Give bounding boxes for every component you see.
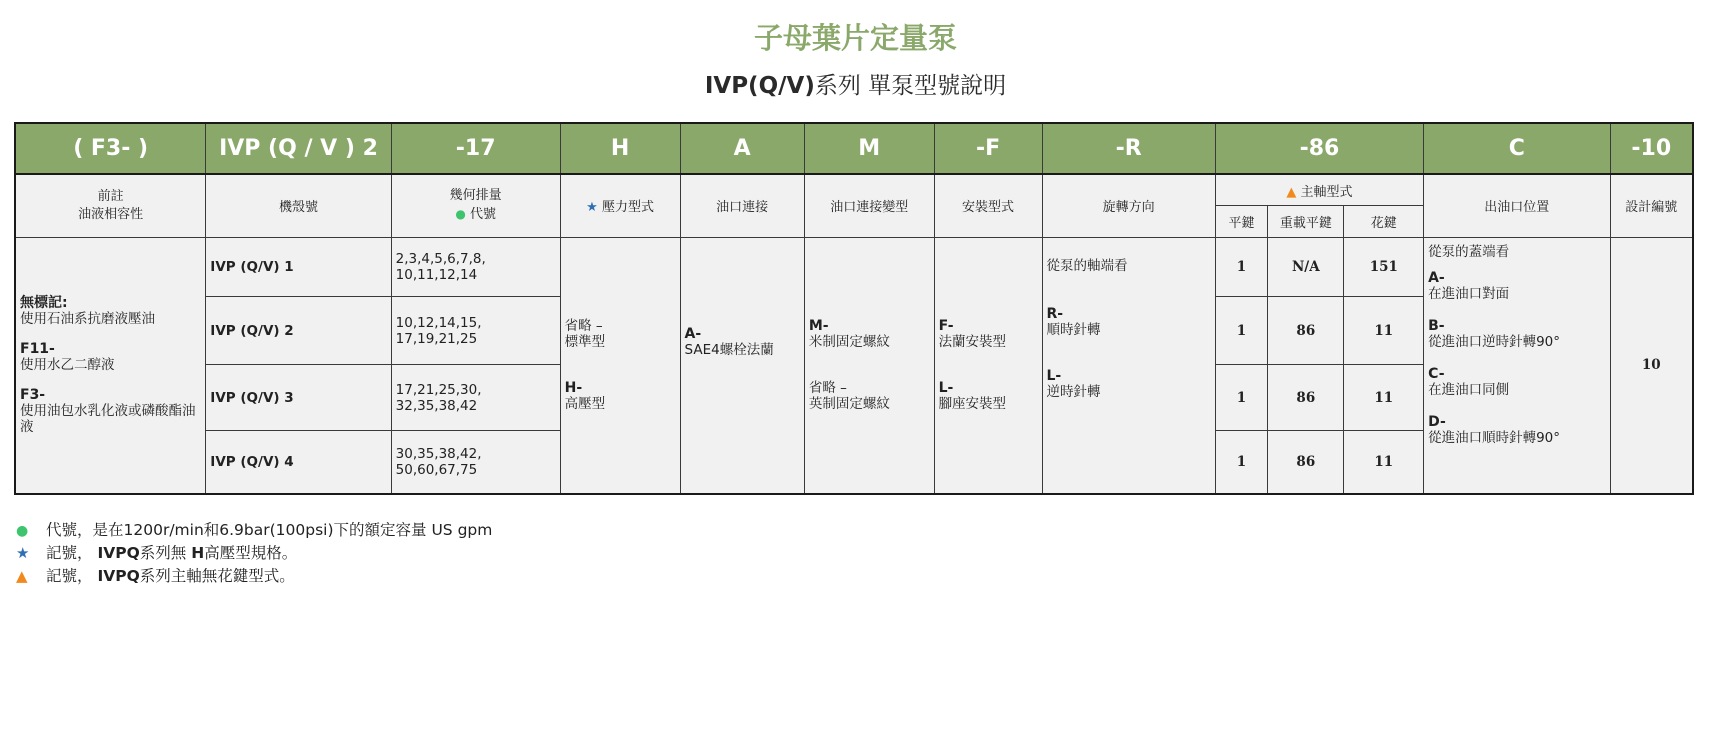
shaft-key-cell: 1 bbox=[1215, 364, 1267, 430]
green-dot-icon: ● bbox=[455, 207, 466, 222]
prefix-desc-none: 使用石油系抗磨液壓油 bbox=[20, 311, 155, 328]
footnote-text: 系列主軸無花鍵型式。 bbox=[139, 567, 295, 585]
footnote-star bbox=[16, 542, 492, 565]
pressure-desc-h: 高壓型 bbox=[564, 396, 606, 413]
code-prefix: ( F3- ) bbox=[15, 123, 206, 174]
outlet-code-a: A- bbox=[1428, 269, 1445, 286]
model-cell: IVP (Q/V) 3 bbox=[206, 364, 391, 430]
footnote-bold-series: IVPQ bbox=[97, 544, 140, 562]
outlet-code-d: D- bbox=[1428, 413, 1446, 430]
page-subtitle bbox=[0, 68, 1711, 104]
prefix-desc-f3: 使用油包水乳化液或磷酸酯油液 bbox=[20, 403, 196, 436]
port-variant-code-m: M- bbox=[808, 318, 829, 335]
header-port: 油口連接 bbox=[680, 174, 804, 237]
mount-options bbox=[934, 237, 1042, 494]
shaft-spline-cell: 11 bbox=[1344, 364, 1424, 430]
header-displacement bbox=[391, 174, 560, 237]
displacement-cell bbox=[391, 297, 560, 364]
header-shaft bbox=[1215, 174, 1423, 206]
displacement-line1: 30,35,38,42, bbox=[395, 446, 482, 463]
pressure-code-std: 省略 – bbox=[564, 318, 603, 335]
rotation-code-r: R- bbox=[1046, 305, 1064, 322]
shaft-spline-cell: 151 bbox=[1344, 237, 1424, 297]
prefix-code-none: 無標記: bbox=[20, 295, 68, 312]
pressure-code-h: H- bbox=[564, 380, 583, 397]
rotation-code-l: L- bbox=[1046, 367, 1062, 384]
header-port-variant: 油口連接變型 bbox=[804, 174, 934, 237]
header-disp-line2: 代號 bbox=[469, 207, 496, 223]
outlet-code-b: B- bbox=[1428, 317, 1445, 334]
displacement-cell bbox=[391, 237, 560, 297]
blue-star-icon: ★ bbox=[16, 544, 30, 562]
header-outlet: 出油口位置 bbox=[1424, 174, 1610, 237]
header-rotation: 旋轉方向 bbox=[1042, 174, 1215, 237]
shaft-heavy-key-cell: 86 bbox=[1268, 297, 1344, 364]
port-variant-code-omit: 省略 – bbox=[808, 380, 847, 397]
shaft-spline-cell: 11 bbox=[1344, 431, 1424, 494]
displacement-line2: 32,35,38,42 bbox=[395, 397, 478, 414]
mount-desc-f: 法蘭安裝型 bbox=[938, 334, 1007, 351]
outlet-desc-d: 從進油口順時針轉90° bbox=[1428, 429, 1561, 446]
code-port-variant: M bbox=[804, 123, 934, 174]
outlet-desc-c: 在進油口同側 bbox=[1428, 381, 1510, 398]
outlet-intro: 從泵的蓋端看 bbox=[1428, 243, 1510, 260]
code-rotation: -R bbox=[1042, 123, 1215, 174]
header-prefix-line1: 前註 bbox=[97, 188, 124, 204]
header-frame: 機殼號 bbox=[206, 174, 391, 237]
footnotes bbox=[16, 519, 492, 588]
orange-triangle-icon: ▲ bbox=[1286, 184, 1297, 200]
code-port: A bbox=[680, 123, 804, 174]
footnote-bold-series: IVPQ bbox=[97, 567, 140, 585]
mount-code-f: F- bbox=[938, 318, 954, 335]
blue-star-icon: ★ bbox=[586, 200, 598, 216]
outlet-desc-b: 從進油口逆時針轉90° bbox=[1428, 333, 1561, 350]
port-variant-desc-omit: 英制固定螺紋 bbox=[808, 396, 890, 413]
footnote-text: 記號， bbox=[46, 567, 93, 585]
displacement-line1: 2,3,4,5,6,7,8, bbox=[395, 250, 486, 267]
code-design: -10 bbox=[1610, 123, 1693, 174]
outlet-desc-a: 在進油口對面 bbox=[1428, 285, 1510, 302]
code-row bbox=[15, 123, 1693, 174]
shaft-heavy-key-cell: 86 bbox=[1268, 431, 1344, 494]
header-prefix bbox=[15, 174, 206, 237]
shaft-key-cell: 1 bbox=[1215, 237, 1267, 297]
header-prefix-line2: 油液相容性 bbox=[78, 206, 144, 222]
header-mount: 安裝型式 bbox=[934, 174, 1042, 237]
shaft-key-cell: 1 bbox=[1215, 431, 1267, 494]
prefix-code-f3: F3- bbox=[20, 387, 46, 404]
port-variant-options bbox=[804, 237, 934, 494]
orange-triangle-icon: ▲ bbox=[16, 567, 28, 585]
shaft-key-cell: 1 bbox=[1215, 297, 1267, 364]
header-design: 設計編號 bbox=[1610, 174, 1693, 237]
code-frame: IVP (Q / V ) 2 bbox=[206, 123, 391, 174]
mount-code-l: L- bbox=[938, 380, 954, 397]
footnote-text: 代號，是在1200r/min和6.9bar(100psi)下的額定容量 US gpm bbox=[46, 521, 493, 539]
header-pressure-label: 壓力型式 bbox=[601, 200, 654, 216]
prefix-options bbox=[15, 237, 206, 494]
prefix-code-f11: F11- bbox=[20, 341, 55, 358]
header-pressure bbox=[560, 174, 680, 237]
shaft-heavy-key-cell: 86 bbox=[1268, 364, 1344, 430]
code-mount: -F bbox=[934, 123, 1042, 174]
footnote-triangle bbox=[16, 565, 492, 588]
pressure-desc-std: 標準型 bbox=[564, 334, 606, 351]
pressure-options bbox=[560, 237, 680, 494]
shaft-spline-cell: 11 bbox=[1344, 297, 1424, 364]
footnote-text: 系列無 bbox=[139, 544, 187, 562]
header-shaft-label: 主軸型式 bbox=[1300, 184, 1353, 200]
model-code-table bbox=[14, 122, 1694, 495]
rotation-intro: 從泵的軸端看 bbox=[1046, 257, 1128, 274]
subtitle-series: IVP(Q/V) bbox=[704, 73, 815, 99]
displacement-line1: 10,12,14,15, bbox=[395, 314, 482, 331]
model-cell: IVP (Q/V) 2 bbox=[206, 297, 391, 364]
displacement-cell bbox=[391, 364, 560, 430]
displacement-line2: 17,19,21,25 bbox=[395, 330, 478, 347]
port-options bbox=[680, 237, 804, 494]
outlet-code-c: C- bbox=[1428, 365, 1445, 382]
model-cell: IVP (Q/V) 4 bbox=[206, 431, 391, 494]
port-variant-desc-m: 米制固定螺紋 bbox=[808, 334, 890, 351]
subtitle-text: 系列 單泵型號說明 bbox=[814, 73, 1007, 99]
footnote-text: 高壓型規格。 bbox=[204, 544, 298, 562]
code-outlet: C bbox=[1424, 123, 1610, 174]
port-desc: SAE4螺栓法蘭 bbox=[684, 342, 774, 359]
displacement-line2: 10,11,12,14 bbox=[395, 266, 478, 283]
displacement-line1: 17,21,25,30, bbox=[395, 381, 482, 398]
design-number-cell: 10 bbox=[1610, 237, 1693, 494]
displacement-line2: 50,60,67,75 bbox=[395, 462, 478, 479]
header-shaft-heavy-key: 重載平鍵 bbox=[1268, 206, 1344, 237]
header-disp-line1: 幾何排量 bbox=[449, 188, 502, 204]
outlet-options bbox=[1424, 237, 1610, 494]
rotation-desc-r: 順時針轉 bbox=[1046, 321, 1101, 338]
page-title: 子母葉片定量泵 bbox=[753, 21, 957, 55]
code-displacement: -17 bbox=[391, 123, 560, 174]
displacement-cell bbox=[391, 431, 560, 494]
prefix-desc-f11: 使用水乙二醇液 bbox=[20, 357, 115, 374]
shaft-heavy-key-cell: N/A bbox=[1268, 237, 1344, 297]
footnote-text: 記號， bbox=[46, 544, 93, 562]
footnote-dot bbox=[16, 519, 492, 542]
port-code: A- bbox=[684, 326, 702, 343]
rotation-options bbox=[1042, 237, 1215, 494]
rotation-desc-l: 逆時針轉 bbox=[1046, 383, 1101, 400]
code-pressure: H bbox=[560, 123, 680, 174]
header-shaft-key: 平鍵 bbox=[1215, 206, 1267, 237]
code-shaft: -86 bbox=[1215, 123, 1423, 174]
green-dot-icon: ● bbox=[16, 523, 29, 539]
header-row bbox=[15, 174, 1693, 206]
mount-desc-l: 腳座安裝型 bbox=[938, 396, 1007, 413]
footnote-bold-code: H bbox=[191, 544, 205, 562]
table-row bbox=[15, 237, 1693, 297]
model-cell: IVP (Q/V) 1 bbox=[206, 237, 391, 297]
header-shaft-spline: 花鍵 bbox=[1344, 206, 1424, 237]
